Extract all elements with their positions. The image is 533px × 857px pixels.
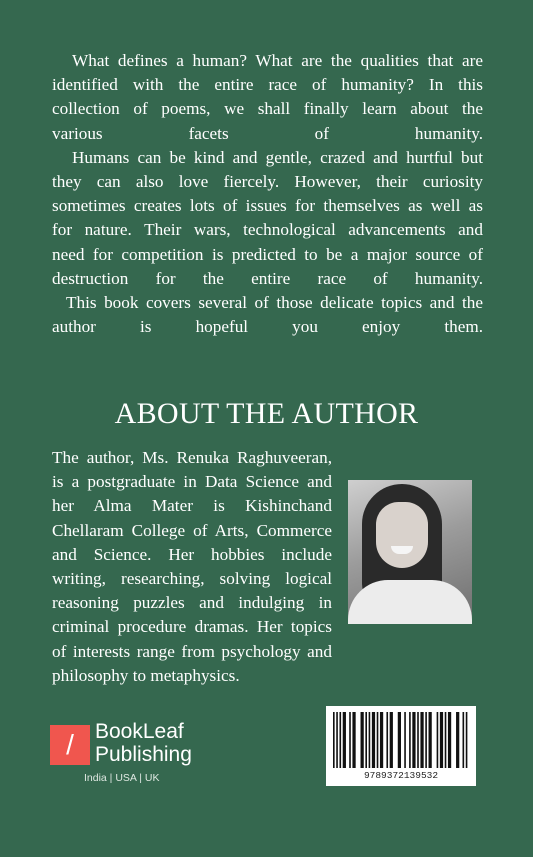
author-photo <box>348 480 472 624</box>
back-cover-blurb <box>52 49 483 339</box>
publisher-regions: India | USA | UK <box>84 772 160 784</box>
barcode-bar <box>404 712 406 768</box>
barcode-bar <box>445 712 447 768</box>
barcode-bar <box>372 712 375 768</box>
barcode-bar <box>420 712 423 768</box>
barcode-bar <box>336 712 338 768</box>
barcode-bar <box>440 712 443 768</box>
publisher-name <box>95 720 255 766</box>
barcode-bar <box>429 712 432 768</box>
barcode-bar <box>369 712 371 768</box>
barcode-bar <box>448 712 451 768</box>
barcode-bar <box>463 712 465 768</box>
blurb-line: What defines a human? What are the qualities that are <box>72 51 483 70</box>
blurb-line: they can also love fiercely. However, their curiosity <box>52 172 483 192</box>
blurb-line: destruction for the entire race of humanity. <box>52 268 483 288</box>
barcode-bar <box>398 712 401 768</box>
barcode-bar <box>437 712 439 768</box>
barcode-bar <box>409 712 411 768</box>
blurb-line: author is hopeful you enjoy them. <box>52 317 483 337</box>
author-bio: The author, Ms. Renuka Raghuveeran, is a postgraduate in Data Science and her Alma Mater is Kishinchand Chellaram College of Arts, Commerce and Science. Her hobbies include writing, researching, solving logical reasoning puzzles and indulging in criminal procedure dramas. Her topics of interests range from psychology and philosophy to metaphysics. <box>52 448 332 685</box>
barcode-bar <box>425 712 427 768</box>
isbn-barcode <box>326 706 476 786</box>
bookleaf-logo-icon: / <box>50 725 90 765</box>
barcode-bar <box>352 712 355 768</box>
barcode-bar <box>412 712 415 768</box>
blurb-line: identified with the entire race of humanity? In this <box>52 75 483 95</box>
barcode-bar <box>390 712 393 768</box>
barcode-bar <box>380 712 383 768</box>
barcode-bar <box>386 712 388 768</box>
barcode-bar <box>456 712 459 768</box>
barcode-bar <box>377 712 379 768</box>
about-author-heading: ABOUT THE AUTHOR <box>114 397 419 430</box>
blurb-line: This book covers several of those delicate topics and the <box>66 293 483 313</box>
blurb-line: need for competition is predicted to be a major source of <box>52 244 483 264</box>
barcode-bar <box>365 712 367 768</box>
blurb-line: Humans can be kind and gentle, crazed and hurtful but <box>72 147 483 167</box>
barcode-bar <box>417 712 419 768</box>
barcode-bars <box>333 712 469 768</box>
blurb-line: sometimes creates lots of issues for themselves as well as <box>52 196 483 216</box>
blurb-line: for nature. Their wars, technological advancements and <box>52 220 483 240</box>
barcode-bar <box>339 712 341 768</box>
blurb-line: various facets of humanity. <box>52 123 483 143</box>
publisher-name-line1: BookLeaf <box>95 720 184 743</box>
blurb-line: collection of poems, we shall finally learn about the <box>52 99 483 119</box>
barcode-bar <box>333 712 335 768</box>
barcode-bar <box>343 712 346 768</box>
barcode-bar <box>349 712 351 768</box>
barcode-bar <box>361 712 364 768</box>
publisher-name-line2: Publishing <box>95 743 192 766</box>
isbn-number: 9789372139532 <box>363 770 439 781</box>
barcode-bar <box>466 712 468 768</box>
